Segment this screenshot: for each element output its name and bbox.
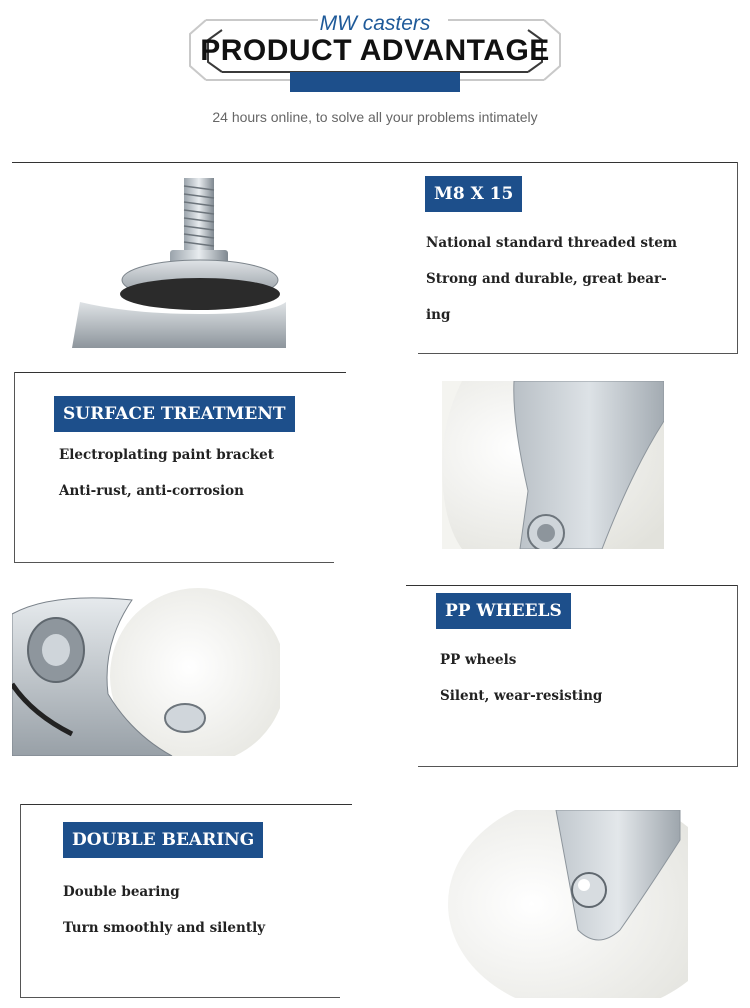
wheel-photo	[12, 584, 280, 756]
feature-badge: PP WHEELS	[436, 593, 571, 629]
feature-text: ing	[426, 307, 451, 323]
feature-text: Double bearing	[63, 884, 180, 900]
bracket-photo	[442, 381, 664, 549]
feature-text: National standard threaded stem	[426, 235, 678, 251]
threaded-stem-photo	[70, 172, 290, 348]
brand-name: MW casters	[319, 12, 431, 35]
feature-badge: DOUBLE BEARING	[63, 822, 263, 858]
page-subtitle: 24 hours online, to solve all your problems intimately	[212, 109, 538, 125]
feature-text: Anti-rust, anti-corrosion	[59, 483, 244, 499]
feature-text: Turn smoothly and silently	[63, 920, 266, 936]
feature-text: Electroplating paint bracket	[59, 447, 274, 463]
page-title: PRODUCT ADVANTAGE	[200, 34, 550, 67]
feature-text: Silent, wear-resisting	[440, 688, 603, 704]
feature-text: Strong and durable, great bear-	[426, 271, 667, 287]
feature-text: PP wheels	[440, 652, 517, 668]
feature-badge: SURFACE TREATMENT	[54, 396, 295, 432]
feature-badge: M8 X 15	[425, 176, 522, 212]
bearing-photo	[448, 810, 688, 998]
